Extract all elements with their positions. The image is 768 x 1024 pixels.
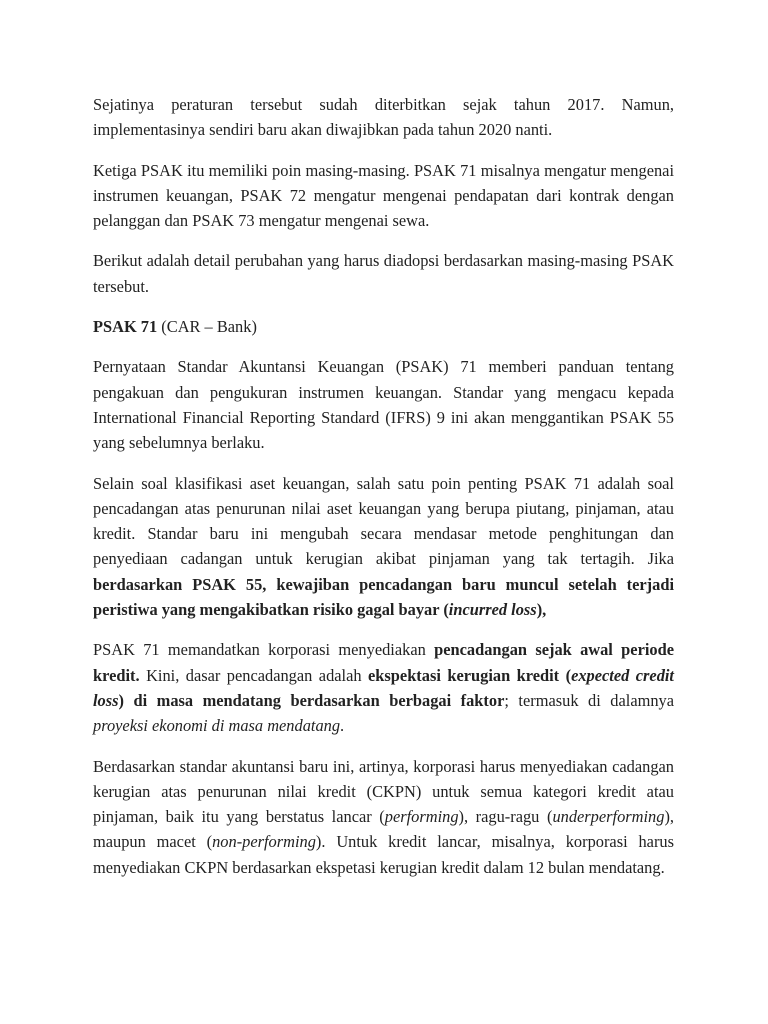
paragraph-6 [93,637,674,738]
paragraph-7-text-3: ), maupun macet ( [93,807,674,852]
paragraph-4-text: Pernyataan Standar Akuntansi Keuangan (PSAK) 71 memberi panduan tentang pengakuan dan pengukuran instrumen keuangan. Standar yang mengacu kepada International Financial Reporting Standard (IFRS) 9 ini akan menggantikan PSAK 55 yang sebelumnya berlaku. [93,357,674,453]
paragraph-7-italic-1: performing [384,807,459,827]
paragraph-7-text-2: ), ragu-ragu ( [458,807,553,827]
paragraph-7-italic-3: non-performing [212,832,316,852]
paragraph-3-text: Berikut adalah detail perubahan yang harus diadopsi berdasarkan masing-masing PSAK tersebut. [93,251,674,296]
paragraph-5-bold: berdasarkan PSAK 55, kewajiban pencadangan baru muncul setelah terjadi peristiwa yang mengakibatkan risiko gagal bayar ( [93,574,674,620]
paragraph-1-text: Sejatinya peraturan tersebut sudah diterbitkan sejak tahun 2017. Namun, implementasinya sendiri baru akan diwajibkan pada tahun 2020 nanti. [93,95,674,140]
paragraph-2-text: Ketiga PSAK itu memiliki poin masing-masing. PSAK 71 misalnya mengatur mengenai instrumen keuangan, PSAK 72 mengatur mengenai pendapatan dari kontrak dengan pelanggan dan PSAK 73 mengatur mengenai sewa. [93,160,674,231]
paragraph-5-bold-italic: incurred loss [448,600,537,620]
paragraph-1 [93,92,674,143]
paragraph-6-bold-3: ) di masa mendatang berdasarkan berbagai faktor [118,690,505,710]
paragraph-6-bold-italic: expected credit loss [93,665,674,710]
document-page [93,92,674,895]
paragraph-6-text-3: ; termasuk di dalamnya [504,690,675,710]
paragraph-6-text-4: . [340,716,345,736]
paragraph-7-italic-2: underperforming [552,807,665,827]
paragraph-3 [93,248,674,299]
paragraph-6-bold-1: pencadangan sejak awal periode kredit. [93,640,674,685]
paragraph-4 [93,354,674,455]
paragraph-7 [93,754,674,880]
section-heading [93,314,674,339]
paragraph-6-bold-2: ekspektasi kerugian kredit ( [368,665,572,685]
paragraph-6-text-2: Kini, dasar pencadangan adalah [139,665,369,685]
paragraph-7-text-1: Berdasarkan standar akuntansi baru ini, artinya, korporasi harus menyediakan cadangan kerugian atas penurunan nilai kredit (CKPN) untuk semua kategori kredit atau pinjaman, baik itu yang berstatus lancar ( [93,756,674,827]
paragraph-7-text-4: ). Untuk kredit lancar, misalnya, korporasi harus menyediakan CKPN berdasarkan ekspetasi kerugian kredit dalam 12 bulan mendatang. [93,832,674,877]
paragraph-6-text-1: PSAK 71 memandatkan korporasi menyediakan [93,640,435,660]
heading-bold: PSAK 71 [93,317,158,337]
paragraph-2 [93,158,674,234]
paragraph-6-italic: proyeksi ekonomi di masa mendatang [93,716,341,736]
heading-rest: (CAR – Bank) [157,317,257,337]
paragraph-5 [93,471,674,623]
paragraph-5-bold-end: ), [536,600,547,620]
paragraph-5-text: Selain soal klasifikasi aset keuangan, salah satu poin penting PSAK 71 adalah soal pencadangan atas penurunan nilai aset keuangan yang berupa piutang, pinjaman, atau kredit. Standar baru ini mengubah secara mendasar metode penghitungan dan penyediaan cadangan untuk kerugian akibat pinjaman yang tak tertagih. Jika [93,473,674,569]
